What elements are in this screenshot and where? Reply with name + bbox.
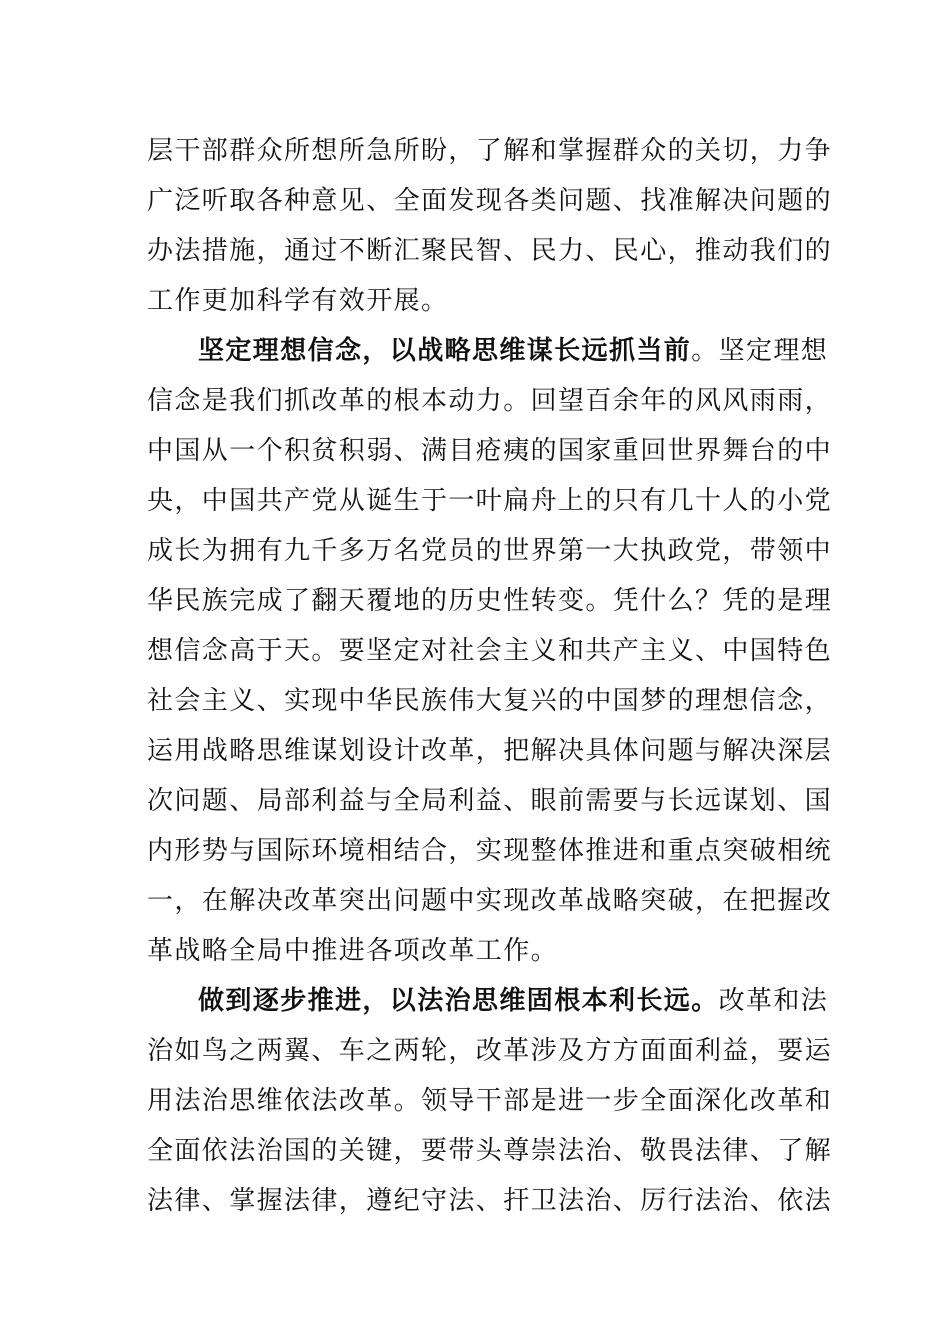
paragraph-3-line: 治如鸟之两翼、车之两轮，改革涉及方方面面利益，要运 (147, 1036, 833, 1066)
paragraph-3-first-line (198, 981, 858, 1021)
paragraph-3-line: 法律、掌握法律，遵纪守法、扞卫法治、厉行法治、依法 (147, 1186, 833, 1216)
paragraph-2-line: 次问题、局部利益与全局利益、眼前需要与长远谋划、国 (147, 786, 833, 816)
paragraph-1-line: 广泛听取各种意见、全面发现各类问题、找准解决问题的 (147, 186, 833, 216)
paragraph-3-heading: 做到逐步推进，以法治思维固根本利长远。 (198, 986, 719, 1016)
paragraph-2-first-line-text: 。坚定理想 (691, 336, 829, 366)
paragraph-2-first-line (198, 331, 858, 371)
paragraph-2-line: 成长为拥有九千多万名党员的世界第一大执政党，带领中 (147, 536, 833, 566)
paragraph-2-heading: 坚定理想信念，以战略思维谋长远抓当前 (198, 336, 692, 366)
paragraph-2-line: 信念是我们抓改革的根本动力。回望百余年的风风雨雨， (147, 386, 833, 416)
paragraph-2-line: 想信念高于天。要坚定对社会主义和共产主义、中国特色 (147, 636, 833, 666)
paragraph-2-line: 央，中国共产党从诞生于一叶扁舟上的只有几十人的小党 (147, 486, 833, 516)
paragraph-1-line: 办法措施，通过不断汇聚民智、民力、民心，推动我们的 (147, 236, 833, 266)
paragraph-1-line: 层干部群众所想所急所盼，了解和掌握群众的关切，力争 (147, 136, 833, 166)
paragraph-3-line: 全面依法治国的关键，要带头尊崇法治、敬畏法律、了解 (147, 1136, 833, 1166)
paragraph-2-line: 内形势与国际环境相结合，实现整体推进和重点突破相统 (147, 836, 833, 866)
paragraph-2-line: 一，在解决改革突出问题中实现改革战略突破，在把握改 (147, 886, 833, 916)
paragraph-2-line: 中国从一个积贫积弱、满目疮痍的国家重回世界舞台的中 (147, 436, 833, 466)
paragraph-2-line: 革战略全局中推进各项改革工作。 (147, 936, 559, 966)
paragraph-3-first-line-text: 改革和法 (718, 986, 829, 1016)
paragraph-1-line: 工作更加科学有效开展。 (147, 286, 449, 316)
paragraph-2-line: 社会主义、实现中华民族伟大复兴的中国梦的理想信念， (147, 686, 833, 716)
paragraph-2-line: 运用战略思维谋划设计改革，把解决具体问题与解决深层 (147, 736, 833, 766)
paragraph-2-line: 华民族完成了翻天覆地的历史性转变。凭什么？凭的是理 (147, 586, 833, 616)
paragraph-3-line: 用法治思维依法改革。领导干部是进一步全面深化改革和 (147, 1086, 833, 1116)
